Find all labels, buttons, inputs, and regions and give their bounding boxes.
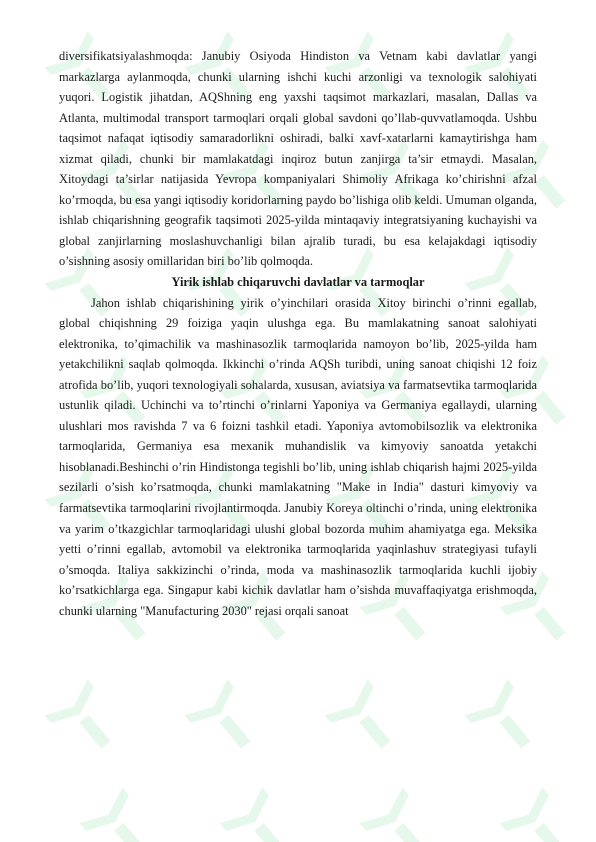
watermark-chevron: [220, 787, 277, 840]
watermark-chevron: [465, 679, 522, 732]
watermark-bar: [534, 175, 565, 209]
body-paragraph: diversifikatsiyalashmoqda: Janubiy Osiyoda Hindiston va Vetnam kabi davlatlar yangi markazlarga aylanmoqda, chunki ularning ishchi kuchi arzonligi va texnologik salohiyati yuqori. Logistik jihatdan, AQShning eng yaxshi taqsimot markazlari, masalan, Dallas va Atlanta, multimodal transport tarmoqlari orqali global savdoni qo’llab-quvvatlamoqda. Ushbu taqsimot nafaqat iqtisodiy samaradorlikni oshiradi, balki xavf-xatarlarni kamaytirishga ham xizmat qiladi, chunki bir mamlakatdagi inqiroz butun zanjirga ta’sir etmaydi. Masalan, Xitoydagi ta’sirlar natijasida Yevropa kompaniyalari Shimoliy Afrikaga ko’chirishni afzal ko’rmoqda, bu esa yangi iqtisodiy koridorlarning paydo bo’lishiga olib keldi. Umuman olganda, ishlab chiqarishning geografik taqsimoti 2025-yilda mintaqaviy integratsiyaning kuchayishi va global zanjirlarning moslashuvchanligi bilan ajralib turadi, bu esa kelajakdagi iqtisodiy o’sishning asosiy omillaridan biri bo’lib qolmoqda.: [59, 49, 537, 269]
watermark-bar: [394, 823, 425, 842]
watermark-chevron: [325, 679, 382, 732]
watermark-bar: [114, 823, 145, 842]
watermark-chevron: [185, 679, 242, 732]
section-heading: Yirik ishlab chiqaruvchi davlatlar va tarmoqlar: [171, 275, 425, 290]
watermark-bar: [254, 823, 285, 842]
document-page: [59, 46, 537, 621]
watermark-bar: [79, 715, 110, 749]
watermark-bar: [359, 715, 390, 749]
body-paragraph: Jahon ishlab chiqarishining yirik o’yinchilari orasida Xitoy birinchi o’rinni egallab, global chiqishning 29 foiziga yaqin ulushga ega. Bu mamlakatning sanoat salohiyati elektronika, to’qimachilik va mashinasozlik tarmoqlarida namoyon bo’lib, 2025-yilda ham yetakchilikni saqlab qolmoqda. Ikkinchi o’rinda AQSh turibdi, uning sanoat chiqishi 12 foiz atrofida bo’lib, yuqori texnologiyali sohalarda, xususan, aviatsiya va farmatsevtika tarmoqlarida ustunlik qiladi. Uchinchi va to’rtinchi o’rinlarni Yaponiya va Germaniya egallaydi, ularning ulushlari mos ravishda 7 va 6 foizni tashkil etadi. Yaponiya avtomobilsozlik va elektronika tarmoqlarida, Germaniya esa mexanik muhandislik va kimyoviy sanoatda yetakchi hisoblanadi.Beshinchi o’rin Hindistonga tegishli bo’lib, uning ishlab chiqarish hajmi 2025-yilda sezilarli o’sish ko’rsatmoqda, chunki mamlakatning "Make in India" dasturi kimyoviy va farmatsevtika tarmoqlarini rivojlantirmoqda. Janubiy Koreya oltinchi o’rinda, uning elektronika va yarim o’tkazgichlar tarmoqlaridagi ulushi global bozorda muhim ahamiyatga ega. Meksika yetti o’rinni egallab, avtomobil va elektronika tarmoqlarida yaqinlashuv strategiyasi tufayli o’smoqda. Italiya sakkizinchi o’rinda, moda va mashinasozlik tarmoqlarida kuchli ijobiy ko’rsatkichlarga ega. Singapur kabi kichik davlatlar ham o’sishda muvaffaqiyatga erishmoqda, chunki ularning "Manufacturing 2030" rejasi orqali sanoat: [59, 295, 537, 618]
watermark-chevron: [80, 787, 137, 840]
watermark-bar: [534, 391, 565, 425]
watermark-bar: [534, 607, 565, 641]
watermark-chevron: [45, 679, 102, 732]
watermark-bar: [219, 715, 250, 749]
watermark-bar: [499, 715, 530, 749]
watermark-chevron: [360, 787, 417, 840]
watermark-chevron: [500, 787, 557, 840]
watermark-bar: [534, 823, 565, 842]
